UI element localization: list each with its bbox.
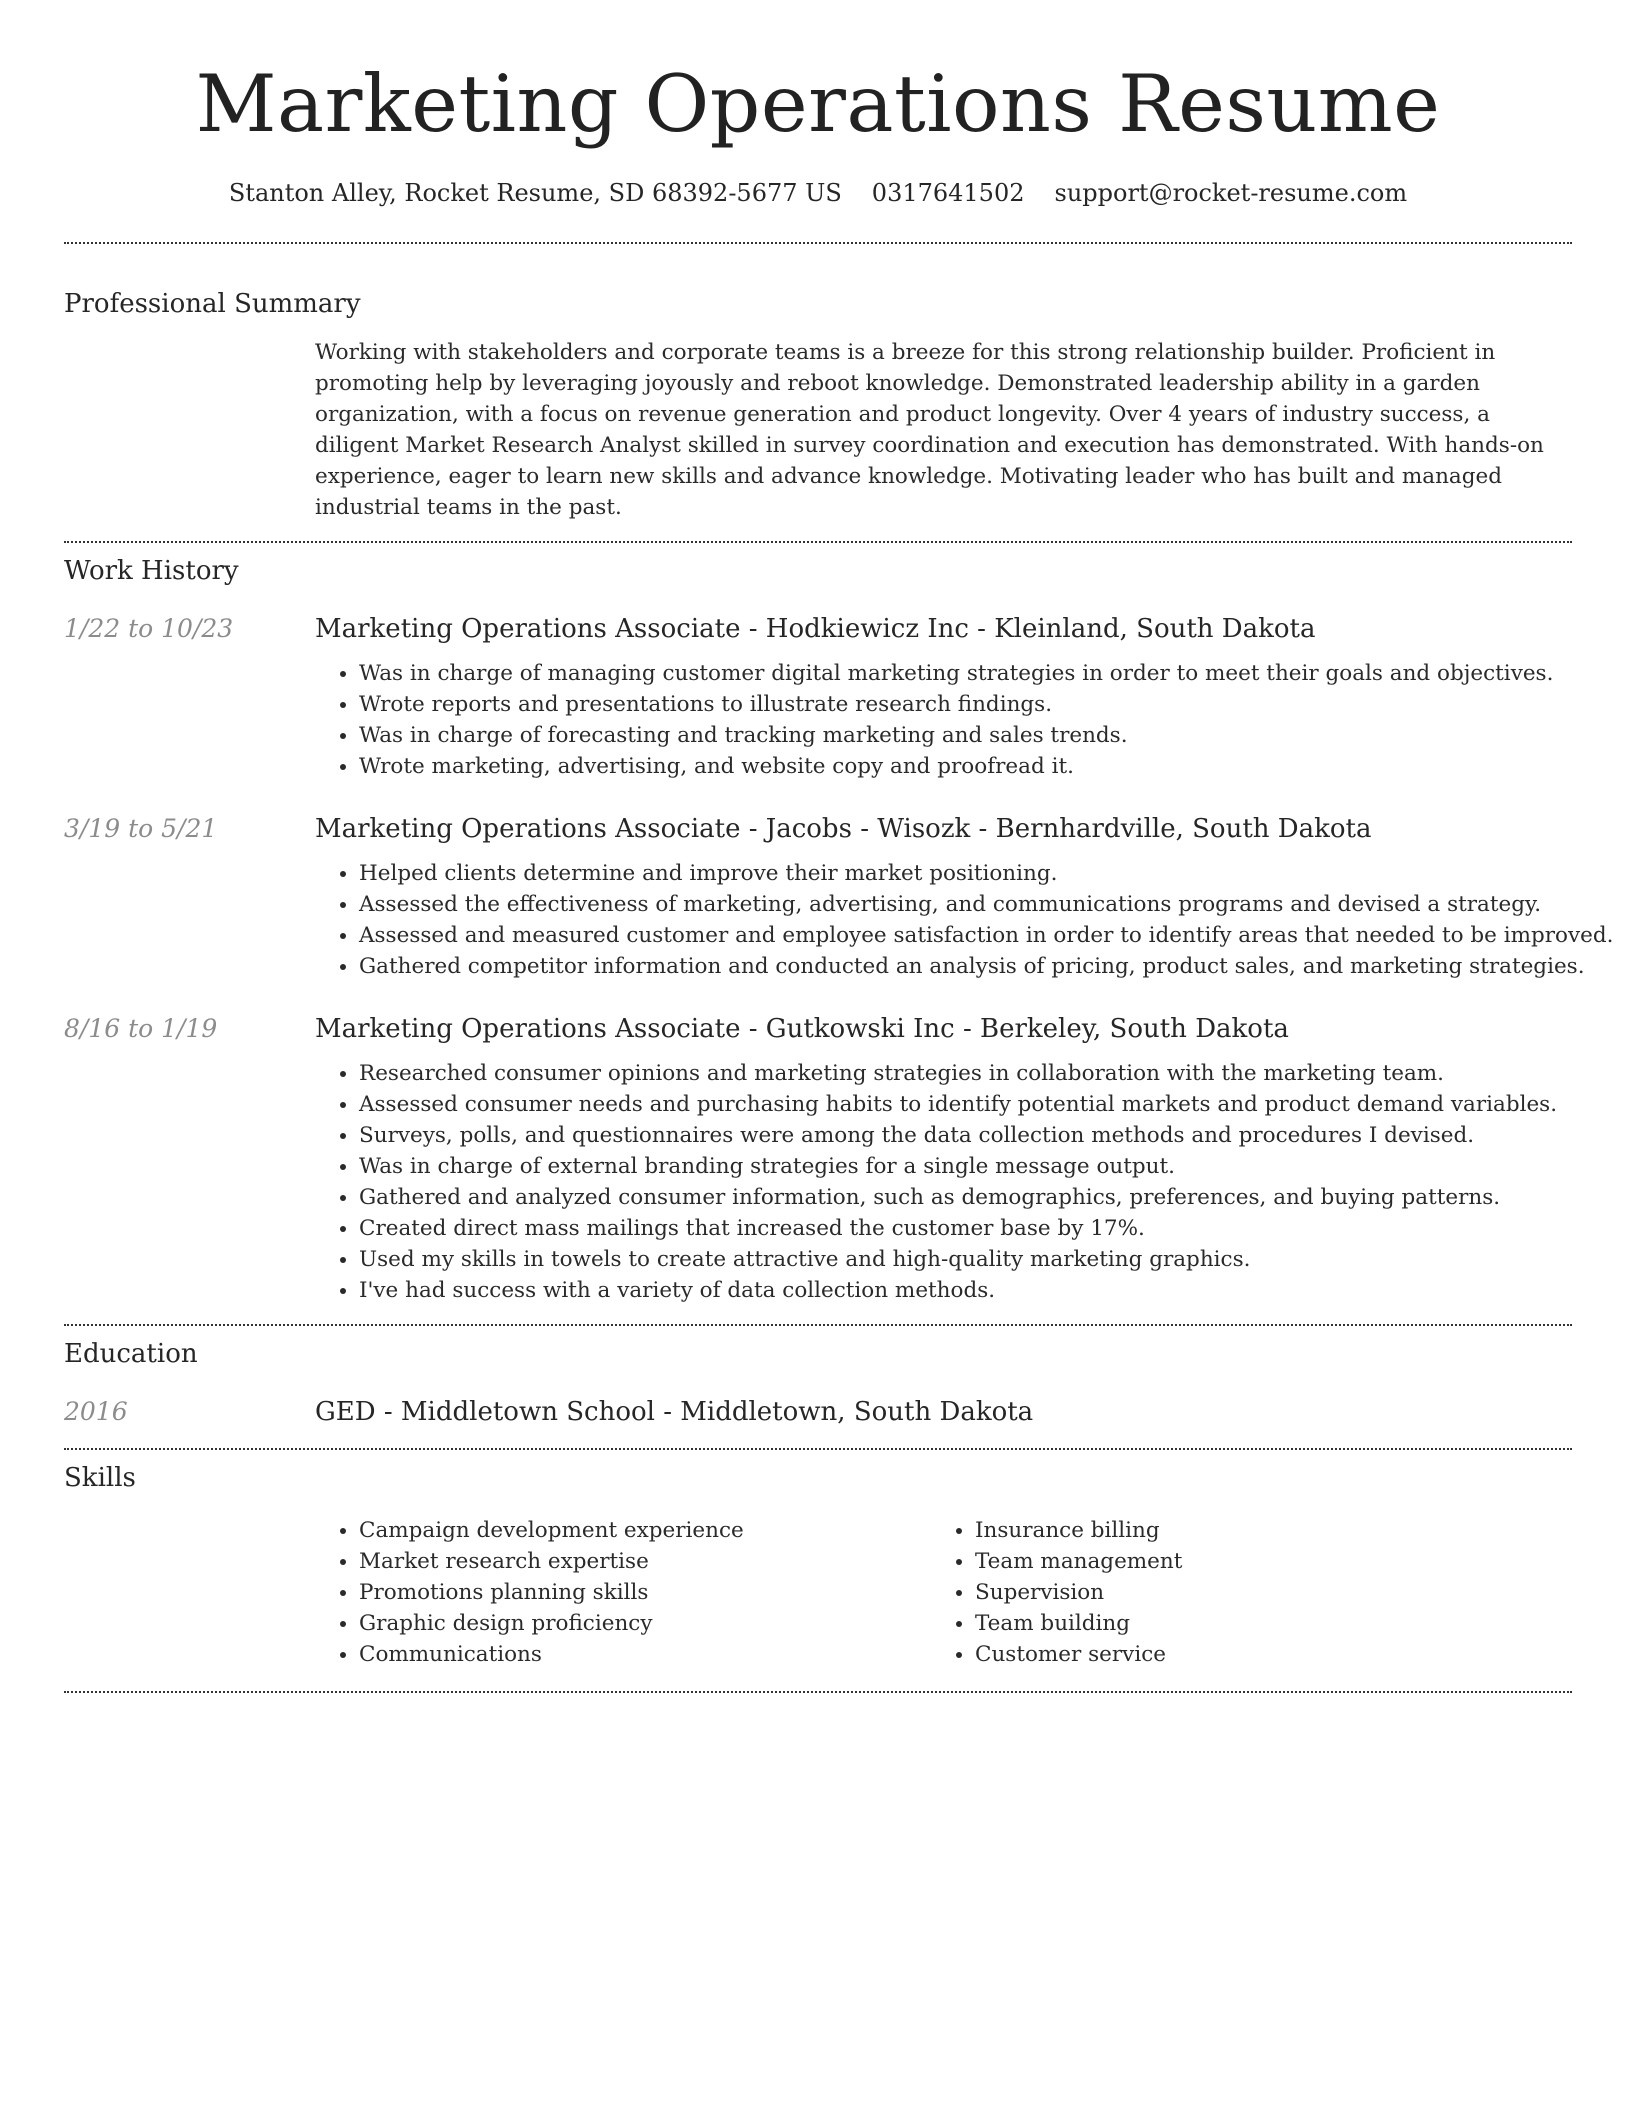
job-bullets <box>64 858 1614 982</box>
job-entry <box>64 812 1614 982</box>
contact-address: Stanton Alley, Rocket Resume, SD 68392-5677 US <box>228 179 842 207</box>
job-heading: Marketing Operations Associate - Hodkiewicz Inc - Kleinland, South Dakota <box>315 614 1316 644</box>
section-heading-education: Education <box>64 1339 198 1369</box>
section-heading-skills: Skills <box>64 1463 136 1493</box>
skill-item: • Campaign development experience <box>359 1515 744 1546</box>
skill-item: • Promotions planning skills <box>359 1577 744 1608</box>
job-bullet: • Surveys, polls, and questionnaires were among the data collection methods and procedures I devised. <box>359 1120 1572 1151</box>
job-heading: Marketing Operations Associate - Jacobs - Wisozk - Bernhardville, South Dakota <box>315 814 1372 844</box>
job-bullet: • Was in charge of managing customer digital marketing strategies in order to meet their goals and objectives. <box>359 658 1572 689</box>
job-bullet: • Wrote marketing, advertising, and website copy and proofread it. <box>359 751 1572 782</box>
job-bullets <box>64 658 1572 782</box>
skill-item: • Supervision <box>975 1577 1182 1608</box>
section-heading-work-history: Work History <box>64 556 239 586</box>
resume-page <box>64 0 1614 1693</box>
skill-item: • Team management <box>975 1546 1182 1577</box>
contact-phone: 0317641502 <box>871 179 1025 207</box>
skill-item: • Market research expertise <box>359 1546 744 1577</box>
education-year: 2016 <box>64 1397 128 1426</box>
education-entry <box>64 1395 1572 1429</box>
summary-text: Working with stakeholders and corporate teams is a breeze for this strong relationship builder. Proficient in promoting help by leveraging joyously and reboot knowledge. Demonstrated leadership ability in a garden organization, with a focus on revenue generation and product longevity. Over 4 years of industry success, a diligent Market Research Analyst skilled in survey coordination and execution has demonstrated. With hands-on experience, eager to learn new skills and advance knowledge. Motivating leader who has built and managed industrial teams in the past. <box>315 340 1544 520</box>
skills-column-right <box>64 1515 1182 1670</box>
job-bullet: • Helped clients determine and improve their market positioning. <box>359 858 1572 889</box>
job-entry <box>64 612 1572 782</box>
divider <box>64 242 1572 244</box>
skill-item: • Insurance billing <box>975 1515 1182 1546</box>
education-detail: GED - Middletown School - Middletown, South Dakota <box>315 1397 1034 1427</box>
divider <box>64 1691 1572 1693</box>
divider <box>64 541 1572 543</box>
job-dates: 1/22 to 10/23 <box>64 614 234 643</box>
section-heading-summary: Professional Summary <box>64 289 361 319</box>
contact-line <box>64 178 1572 208</box>
job-bullet: • Was in charge of forecasting and tracking marketing and sales trends. <box>359 720 1572 751</box>
job-bullet: • Researched consumer opinions and marketing strategies in collaboration with the marketing team. <box>359 1058 1572 1089</box>
job-dates: 3/19 to 5/21 <box>64 814 218 843</box>
job-bullet: • I've had success with a variety of data collection methods. <box>359 1275 1572 1306</box>
skills-list <box>64 1515 1572 1675</box>
job-entry <box>64 1012 1572 1306</box>
job-heading: Marketing Operations Associate - Gutkowski Inc - Berkeley, South Dakota <box>315 1014 1289 1044</box>
skill-item: • Team building <box>975 1608 1182 1639</box>
contact-email: support@rocket-resume.com <box>1054 179 1408 207</box>
skill-item: • Graphic design proficiency <box>359 1608 744 1639</box>
job-bullet: • Was in charge of external branding strategies for a single message output. <box>359 1151 1572 1182</box>
divider <box>64 1448 1572 1450</box>
job-dates: 8/16 to 1/19 <box>64 1014 218 1043</box>
divider <box>64 1324 1572 1326</box>
job-bullet: • Gathered and analyzed consumer information, such as demographics, preferences, and buying patterns. <box>359 1182 1572 1213</box>
job-bullets <box>64 1058 1572 1306</box>
skill-item: • Customer service <box>975 1639 1182 1670</box>
job-bullet: • Assessed and measured customer and employee satisfaction in order to identify areas that needed to be improved. <box>359 920 1572 951</box>
job-bullet: • Assessed the effectiveness of marketing, advertising, and communications programs and devised a strategy. <box>359 889 1572 920</box>
skill-item: • Communications <box>359 1639 744 1670</box>
job-bullet: • Wrote reports and presentations to illustrate research findings. <box>359 689 1572 720</box>
job-bullet: • Created direct mass mailings that increased the customer base by 17%. <box>359 1213 1572 1244</box>
job-bullet: • Assessed consumer needs and purchasing habits to identify potential markets and product demand variables. <box>359 1089 1572 1120</box>
job-bullet: • Gathered competitor information and conducted an analysis of pricing, product sales, and marketing strategies. <box>359 951 1572 982</box>
job-bullet: • Used my skills in towels to create attractive and high-quality marketing graphics. <box>359 1244 1572 1275</box>
resume-title: Marketing Operations Resume <box>195 58 1441 150</box>
